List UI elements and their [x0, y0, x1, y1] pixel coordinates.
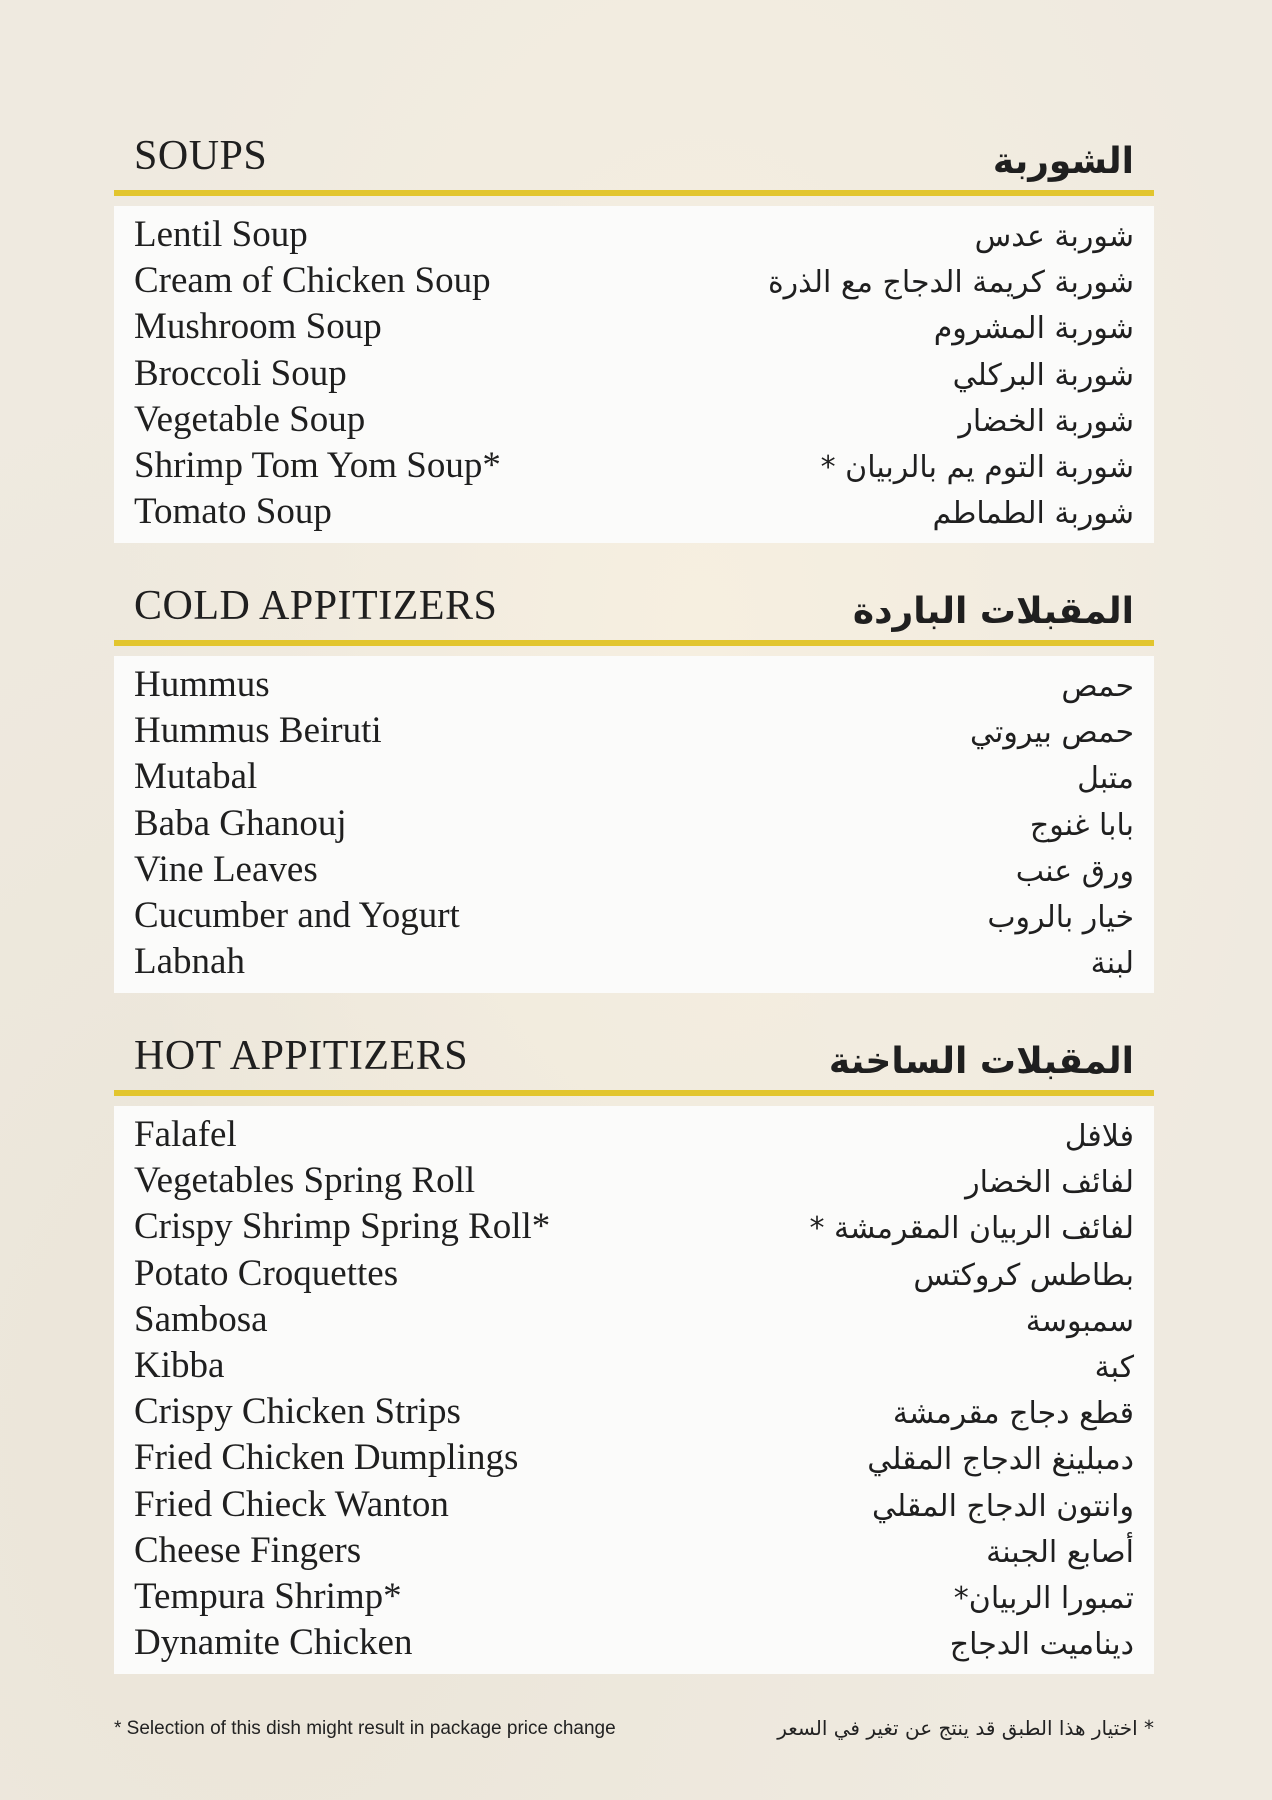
menu-item — [134, 893, 1134, 939]
item-name-en: Tempura Shrimp* — [134, 1575, 402, 1617]
item-name-ar: تمبورا الربيان* — [953, 1580, 1134, 1616]
menu-item — [134, 304, 1134, 350]
menu-item — [134, 708, 1134, 754]
item-name-ar: وانتون الدجاج المقلي — [871, 1488, 1134, 1524]
menu-item — [134, 662, 1134, 708]
menu-list — [114, 656, 1154, 993]
item-name-en: Broccoli Soup — [134, 352, 347, 394]
section-title-ar: المقبلات الساخنة — [828, 1041, 1134, 1082]
item-name-en: Vegetables Spring Roll — [134, 1160, 476, 1202]
menu-item — [134, 1435, 1134, 1481]
item-name-ar: لفائف الخضار — [965, 1165, 1134, 1201]
section-title-en: COLD APPITIZERS — [134, 583, 498, 629]
item-name-ar: لبنة — [1090, 946, 1134, 982]
item-name-ar: لفائف الربيان المقرمشة * — [809, 1211, 1134, 1247]
item-name-en: Dynamite Chicken — [134, 1622, 413, 1664]
item-name-ar: شوربة المشروم — [933, 311, 1134, 347]
item-name-ar: شوربة الخضار — [958, 403, 1134, 439]
item-name-ar: أصابع الجبنة — [986, 1534, 1134, 1570]
item-name-ar: حمص — [1061, 669, 1134, 704]
menu-item — [134, 1528, 1134, 1574]
item-name-ar: كبة — [1094, 1349, 1134, 1385]
item-name-ar: شوربة عدس — [974, 219, 1134, 254]
item-name-en: Crispy Chicken Strips — [134, 1391, 461, 1433]
footnote-en: * Selection of this dish might result in package price change — [114, 1718, 616, 1739]
menu-item — [134, 489, 1134, 535]
menu-item — [134, 1389, 1134, 1435]
item-name-en: Fried Chieck Wanton — [134, 1483, 449, 1525]
item-name-en: Shrimp Tom Yom Soup* — [134, 444, 501, 486]
item-name-en: Tomato Soup — [134, 491, 332, 533]
menu-item — [134, 1204, 1134, 1250]
section-title-en: SOUPS — [134, 133, 268, 179]
item-name-en: Cream of Chicken Soup — [134, 260, 491, 302]
item-name-ar: شوربة الطماطم — [932, 496, 1134, 532]
item-name-ar: شوربة البركلي — [952, 357, 1134, 393]
footnote-ar: * اختيار هذا الطبق قد ينتج عن تغير في السعر — [777, 1716, 1154, 1740]
menu-item — [134, 847, 1134, 893]
item-name-en: Crispy Shrimp Spring Roll* — [134, 1206, 551, 1248]
item-name-en: Vine Leaves — [134, 848, 318, 890]
item-name-en: Kibba — [134, 1344, 225, 1386]
item-name-en: Mushroom Soup — [134, 306, 382, 348]
menu-item — [134, 1297, 1134, 1343]
item-name-en: Vegetable Soup — [134, 398, 366, 440]
item-name-ar: سمبوسة — [1025, 1303, 1134, 1339]
menu-item — [134, 1112, 1134, 1158]
item-name-ar: بطاطس كروكتس — [913, 1257, 1134, 1293]
menu-item — [134, 1620, 1134, 1666]
item-name-ar: بابا غنوج — [1029, 807, 1134, 843]
item-name-en: Baba Ghanouj — [134, 802, 347, 844]
menu-item — [134, 754, 1134, 800]
menu-item — [134, 258, 1134, 304]
item-name-en: Hummus — [134, 664, 270, 705]
menu-list — [114, 1106, 1154, 1674]
item-name-ar: دمبلينغ الدجاج المقلي — [867, 1442, 1134, 1478]
section-soups — [114, 128, 1154, 543]
section-title-ar: الشوربة — [992, 141, 1134, 182]
section-title-en: HOT APPITIZERS — [134, 1033, 469, 1079]
menu-item — [134, 443, 1134, 489]
section-header — [114, 578, 1154, 646]
item-name-ar: قطع دجاج مقرمشة — [892, 1396, 1134, 1432]
menu-item — [134, 1574, 1134, 1620]
section-title-ar: المقبلات الباردة — [852, 591, 1134, 632]
item-name-en: Sambosa — [134, 1298, 268, 1340]
item-name-ar: فلافل — [1064, 1119, 1134, 1154]
item-name-en: Hummus Beiruti — [134, 710, 382, 752]
item-name-en: Cucumber and Yogurt — [134, 894, 460, 936]
item-name-en: Labnah — [134, 941, 245, 983]
item-name-en: Cheese Fingers — [134, 1529, 362, 1571]
menu-item — [134, 1158, 1134, 1204]
menu-list — [114, 206, 1154, 543]
section-cold-appetizers — [114, 578, 1154, 993]
item-name-en: Mutabal — [134, 756, 258, 798]
item-name-ar: شوربة كريمة الدجاج مع الذرة — [767, 265, 1134, 301]
item-name-en: Potato Croquettes — [134, 1252, 399, 1294]
item-name-ar: حمص بيروتي — [970, 715, 1134, 751]
menu-item — [134, 212, 1134, 258]
section-header — [114, 1028, 1154, 1096]
menu-item — [134, 1343, 1134, 1389]
menu-item — [134, 397, 1134, 443]
menu-item — [134, 939, 1134, 985]
item-name-en: Lentil Soup — [134, 214, 308, 255]
item-name-ar: ديناميت الدجاج — [949, 1627, 1134, 1663]
menu-item — [134, 1482, 1134, 1528]
item-name-en: Fried Chicken Dumplings — [134, 1437, 519, 1479]
item-name-en: Falafel — [134, 1114, 237, 1155]
item-name-ar: شوربة التوم يم بالربيان * — [820, 449, 1134, 485]
menu-item — [134, 1251, 1134, 1297]
item-name-ar: خيار بالروب — [987, 899, 1134, 935]
section-hot-appetizers — [114, 1028, 1154, 1674]
item-name-ar: ورق عنب — [1015, 853, 1134, 889]
menu-item — [134, 801, 1134, 847]
menu-item — [134, 351, 1134, 397]
item-name-ar: متبل — [1077, 761, 1134, 797]
section-header — [114, 128, 1154, 196]
